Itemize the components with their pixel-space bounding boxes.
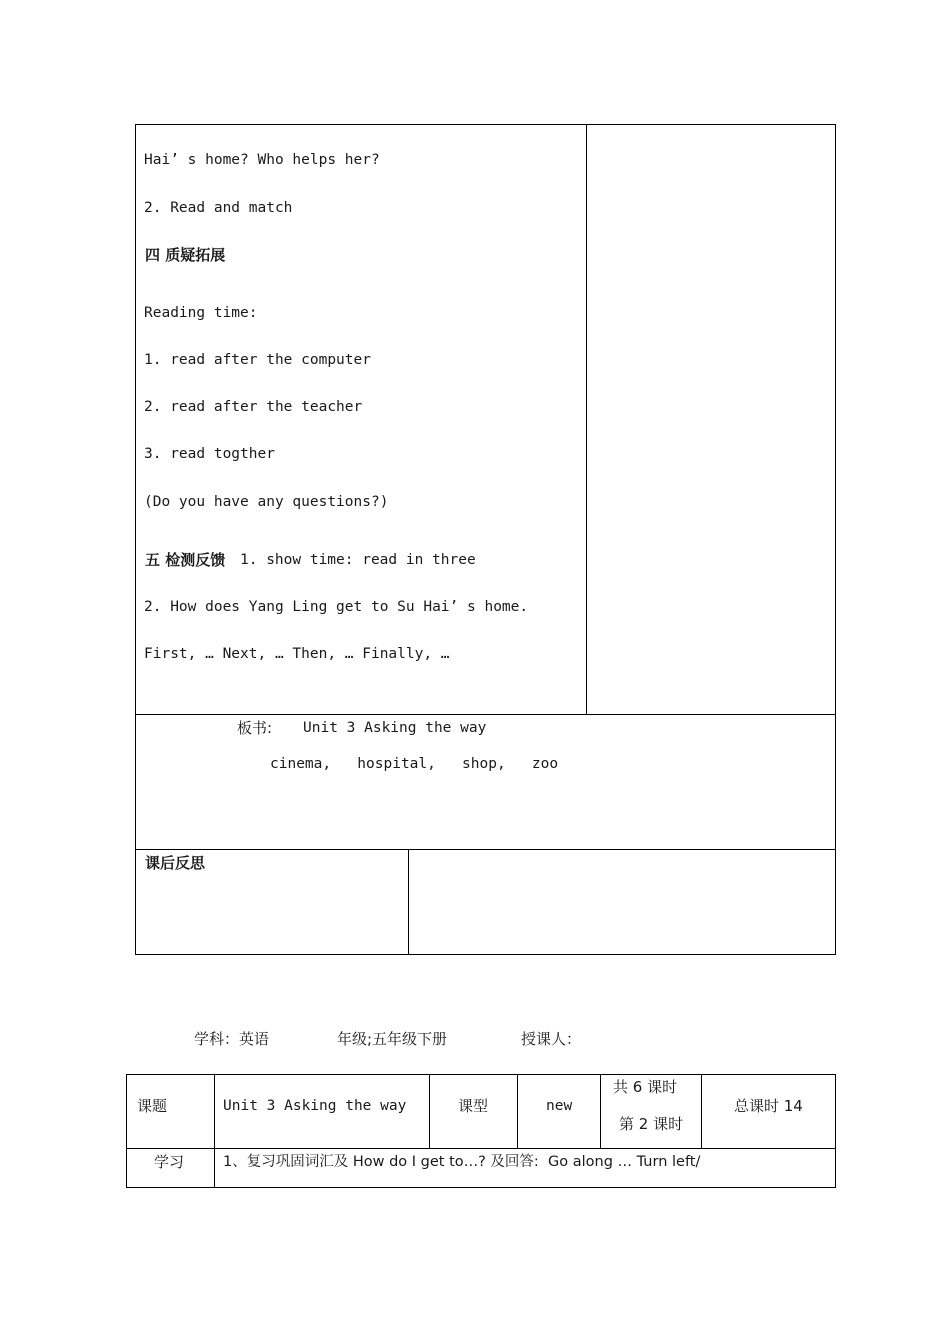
col-divider: [517, 1074, 518, 1149]
reflection-divider: [408, 849, 409, 955]
board-label: 板书:: [237, 719, 273, 737]
total-lessons: 总课时 14: [734, 1097, 803, 1115]
text-line: (Do you have any questions?): [144, 494, 389, 510]
teacher: 授课人：: [521, 1030, 582, 1048]
subject: 学科：英语: [194, 1030, 270, 1048]
topic-value: Unit 3 Asking the way: [223, 1098, 407, 1114]
col-divider: [214, 1074, 215, 1188]
text-line: 3. read togther: [144, 446, 275, 462]
study-label: 学习: [154, 1153, 185, 1171]
row-divider-board: [135, 714, 836, 715]
type-label: 课型: [458, 1097, 489, 1115]
board-title: Unit 3 Asking the way: [303, 720, 487, 736]
grade: 年级;五年级下册: [337, 1030, 448, 1048]
reflection-label: 课后反思: [145, 854, 206, 872]
section-heading: 五 检测反馈: [145, 551, 226, 569]
row-divider-reflection: [135, 849, 836, 850]
lesson-plan-table-top: [135, 124, 836, 955]
text-line: 1. show time: read in three: [240, 552, 476, 568]
text-line: 2. How does Yang Ling get to Su Hai’ s home.: [144, 599, 529, 615]
type-value: new: [546, 1098, 573, 1114]
lessons-count: 共 6 课时: [613, 1078, 678, 1096]
board-words: cinema, hospital, shop, zoo: [270, 756, 559, 772]
text-line: 2. Read and match: [144, 200, 293, 216]
col-divider: [701, 1074, 702, 1149]
column-divider: [586, 124, 587, 715]
text-line: 2. read after the teacher: [144, 399, 363, 415]
text-line: 1. read after the computer: [144, 352, 371, 368]
col-divider: [429, 1074, 430, 1149]
text-line: Hai’ s home? Who helps her?: [144, 152, 380, 168]
col-divider: [600, 1074, 601, 1149]
section-heading: 四 质疑拓展: [145, 246, 226, 264]
topic-label: 课题: [137, 1097, 168, 1115]
study-text: 1、复习巩固词汇及 How do I get to…? 及回答: Go along … Turn left/: [223, 1154, 701, 1170]
text-line: Reading time:: [144, 305, 258, 321]
row-divider: [126, 1148, 836, 1149]
text-line: First, … Next, … Then, … Finally, …: [144, 646, 450, 662]
lesson-number: 第 2 课时: [619, 1115, 684, 1133]
